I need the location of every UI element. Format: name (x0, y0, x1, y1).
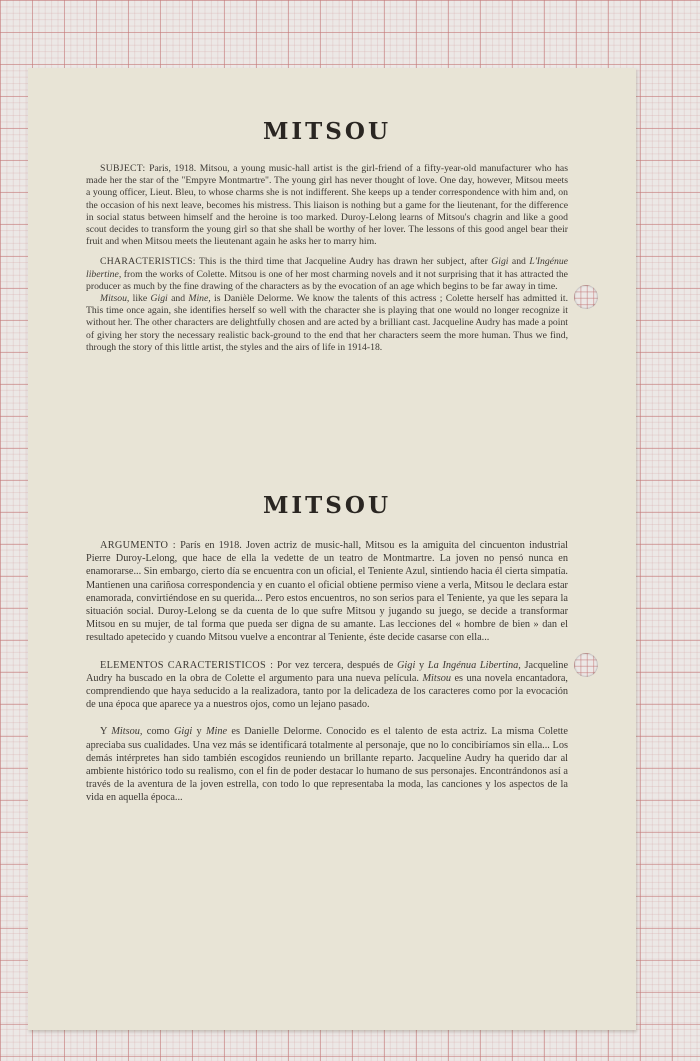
argumento-paragraph (86, 539, 568, 645)
elementos-text: es una novela encantadora, comprendiendo que haya seducido a la realizadora, tanto por la delicadeza de los caracteres como por la evocación de una época que aparece ya a nuestros ojos, como un lejano pasado. (86, 672, 569, 711)
elementos-paragraph (86, 659, 568, 712)
film-title: Mitsou, (100, 293, 130, 305)
spanish-title: MITSOU (262, 492, 392, 519)
reparto-text: y (192, 726, 206, 738)
film-title: Gigi (150, 293, 168, 305)
elementos-text: Por vez tercera, después de (273, 659, 397, 671)
cast-text: and (167, 293, 189, 305)
argumento-text: París en 1918. Joven actriz de music-hall, Mitsou es la amiguita del cincuenton industrial Pierre Duroy-Lelong, que hace de ella la vedette de un teatro de Montmartre. La joven no pensó nunca en enamorarse... Sin embargo, cierto día se encuentra con un oficial, el Teniente Azul, sintiendo hacia él cierta simpatía. Mantienen una cariñosa correspondencia y en cuanto el oficial obtiene permiso viene a verla, Mitsou le declara estar enamorada, convirtiéndose en su querida... Pero estos encuentros, no son serios para el Teniente, ya que les separa la situación social. Duroy-Lelong se da cuenta de lo que sufre Mitsou y jugando su juego, se decide a transformar Mitsou en su mujer, de tal forma que pueda ser digna de su amante. Las lecciones del « hombre de bien » dan el resultado apetecido y cuando Mitsou vuelve a encontrar al Teniente, éste decide casarse con ella... (86, 540, 569, 644)
punch-hole (574, 653, 598, 677)
elementos-label: ELEMENTOS CARACTERISTICOS : (100, 659, 274, 671)
cast-paragraph (86, 293, 568, 354)
film-title: Mitsou (422, 672, 452, 684)
reparto-text: como (142, 726, 174, 738)
film-title: Mine, (188, 293, 211, 305)
press-sheet (28, 68, 636, 1030)
characteristics-paragraph (86, 256, 568, 293)
characteristics-text: This is the third time that Jacqueline Audry has drawn her subject, after (195, 256, 492, 268)
film-title: Gigi (397, 659, 416, 671)
spanish-section (86, 492, 568, 819)
reparto-paragraph (86, 725, 568, 804)
argumento-label: ARGUMENTO : (100, 540, 176, 551)
film-title: L'Ingénue libertine, (86, 256, 568, 280)
reparto-text: Y (100, 726, 112, 738)
film-title: Gigi (173, 726, 193, 738)
characteristics-label: CHARACTERISTICS: (100, 256, 196, 268)
subject-paragraph (86, 163, 568, 248)
elementos-text: Jacqueline Audry ha buscado en la obra de Colette el argumento para una nueva película. (86, 659, 569, 684)
film-title: Gigi (491, 256, 509, 268)
characteristics-text: and (508, 256, 530, 268)
film-title: Mine (205, 726, 228, 738)
subject-label: SUBJECT: (100, 163, 146, 174)
film-title: Mitsou, (111, 726, 143, 738)
characteristics-text: from the works of Colette. Mitsou is one of her most charming novels and it not surprising that it has attracted the producer as much by the fine drawing of the characters as by the evocation of an age which begins to be far away in time. (86, 268, 568, 292)
reparto-text: es Danielle Delorme. Conocido es el talento de esta actriz. La misma Colette apreciaba sus cualidades. Una vez más se identificará totalmente al personaje, que no lo concibiríamos sin ella... Los demás intérpretes han sido también escogidos reuniendo un brillante reparto. Jacqueline Audry ha querido dar al ambiente histórico todo su realismo, con el fin de poder destacar lo humano de sus personajes. Encontrándonos así a través de la aventura de la joven estrella, con todo lo que representaba la moda, las canciones y los aspectos de la vida en aquella época... (86, 726, 568, 804)
subject-text: Paris, 1918. Mitsou, a young music-hall artist is the girl-friend of a fifty-year-old manufacturer who has made her the star of the "Empyre Montmartre". The young girl has never thought of love. One day, however, Mitsou meets a young officer, Lieut. Bleu, to whose charms she is not indifferent. She keeps up a tender correspondence with him and, on the occasion of his next leave, becomes his mistress. This liaison is nothing but a game for the lieutenant, for the difference in social status between himself and the heroine is too marked. Duroy-Lelong learns of Mitsou's chagrin and like a good scout decides to transform the young girl so that she shall be worthy of her lover. The lessons of this good angel bear their fruit and when Mitsou meets the lieutenant again he asks her to marry him. (86, 163, 568, 248)
cast-text: is Danièle Delorme. We know the talents of this actress ; Colette herself has admitted it. This time once again, she identifies herself so well with the character she is playing that one would no longer recognize it without her. The other characters are delightfully chosen and are acted by a brilliant cast. Jacqueline Audry has made a point of giving her story the necessary realistic back-ground to the end that her characters seem the more human. Thus we find, through the story of this little artist, the styles and the airs of life in 1914-18. (86, 293, 568, 353)
elementos-text: y (415, 659, 428, 671)
cast-text: like (129, 293, 151, 305)
film-title: La Ingénua Libertina, (427, 659, 521, 671)
english-section (86, 118, 568, 362)
english-title: MITSOU (262, 118, 392, 145)
punch-hole (574, 285, 598, 309)
